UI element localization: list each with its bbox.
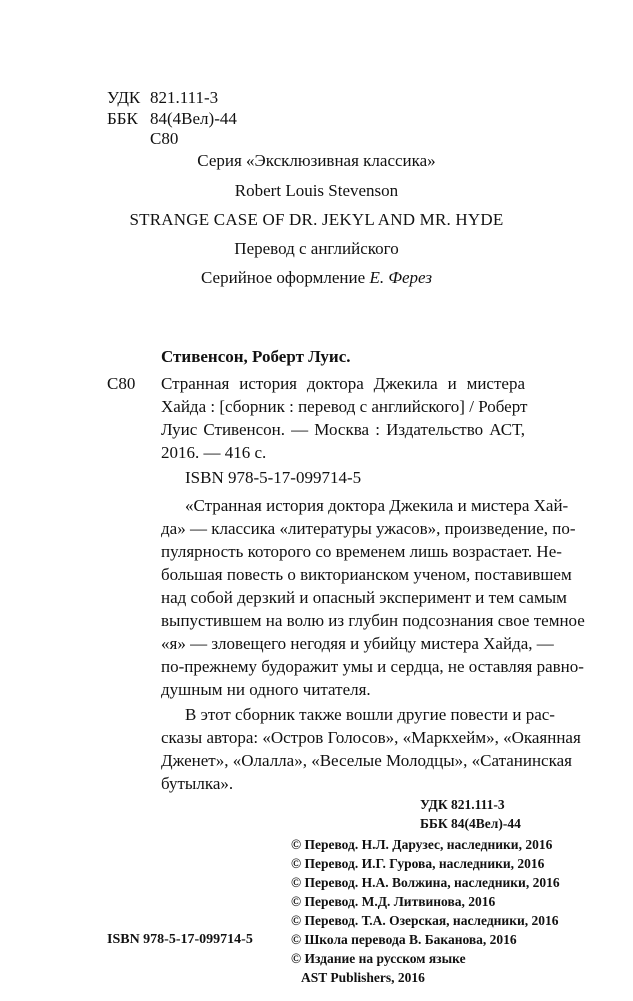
series-design-credit	[0, 268, 633, 288]
translation-note: Перевод с английского	[234, 239, 399, 258]
isbn-bottom: ISBN 978-5-17-099714-5	[107, 932, 253, 947]
copyright-line: © Перевод. Т.А. Озерская, наследники, 2016	[291, 913, 559, 928]
author-mark: С80	[150, 129, 179, 148]
author-heading: Стивенсон, Роберт Луис.	[161, 347, 351, 366]
annotation-line: выпустившем на волю из глубин подсознания свое темное	[161, 611, 585, 630]
original-title: STRANGE CASE OF DR. JEKYL AND MR. HYDE	[129, 210, 504, 229]
footer-bbk: ББК 84(4Вел)-44	[420, 816, 521, 831]
footer-udk: УДК 821.111-3	[420, 797, 505, 812]
udk-line	[107, 88, 237, 109]
series-title: Серия «Эксклюзивная классика»	[197, 151, 436, 170]
bibliographic-author-mark: С80	[107, 374, 136, 393]
copyright-line: © Перевод. Н.А. Волжина, наследники, 2016	[291, 875, 560, 890]
annotation-line: пулярность которого со временем лишь возрастает. Не-	[161, 542, 562, 561]
bibliographic-isbn: ISBN 978-5-17-099714-5	[185, 468, 362, 487]
annotation-line: бутылка».	[161, 774, 234, 793]
annotation-line: над собой дерзкий и опасный эксперимент и тем самым	[161, 588, 567, 607]
copyright-line: AST Publishers, 2016	[301, 970, 425, 985]
annotation-line: по-прежнему будоражит умы и сердца, не оставляя равно-	[161, 657, 584, 676]
copyright-line: © Перевод. М.Д. Литвинова, 2016	[291, 894, 496, 909]
classification-block	[107, 88, 237, 150]
copyright-line: © Перевод. Н.Л. Дарузес, наследники, 2016	[291, 837, 553, 852]
bibliographic-line: Хайда : [сборник : перевод с английского] / Роберт	[161, 397, 528, 416]
annotation-line: большая повесть о викторианском ученом, поставившем	[161, 565, 572, 584]
bibliographic-line: 2016. — 416 с.	[161, 443, 267, 462]
copyright-line: © Перевод. И.Г. Гурова, наследники, 2016	[291, 856, 545, 871]
annotation-line: «Странная история доктора Джекила и мистера Хай-	[185, 496, 569, 515]
copyright-block	[291, 835, 560, 987]
copyright-line: © Издание на русском языке	[291, 951, 466, 966]
bbk-label: ББК	[107, 108, 138, 128]
bibliographic-line: Странная история доктора Джекила и мистера	[161, 374, 525, 393]
design-name: Е. Ферез	[369, 268, 432, 287]
author-mark-line	[107, 129, 237, 150]
annotation-line: да» — классика «литературы ужасов», произведение, по-	[161, 519, 576, 538]
bibliographic-line: Луис Стивенсон. — Москва : Издательство АСТ,	[161, 420, 525, 439]
design-prefix: Серийное оформление	[201, 268, 366, 287]
udk-label: УДК	[107, 88, 141, 107]
annotation-line: В этот сборник также вошли другие повести и рас-	[185, 705, 555, 724]
bbk-line	[107, 109, 237, 130]
copyright-line: © Школа перевода В. Баканова, 2016	[291, 932, 517, 947]
bbk-value: 84(4Вел)-44	[150, 108, 237, 128]
original-author: Robert Louis Stevenson	[234, 181, 399, 200]
annotation-line: сказы автора: «Остров Голосов», «Маркхейм», «Окаянная	[161, 728, 581, 747]
annotation-line: Дженет», «Олалла», «Веселые Молодцы», «Сатанинская	[161, 751, 572, 770]
annotation-line: душным ни одного читателя.	[161, 680, 371, 699]
udk-value: 821.111-3	[150, 88, 219, 107]
annotation-line: «я» — зловещего негодяя и убийцу мистера Хайда, —	[161, 634, 554, 653]
